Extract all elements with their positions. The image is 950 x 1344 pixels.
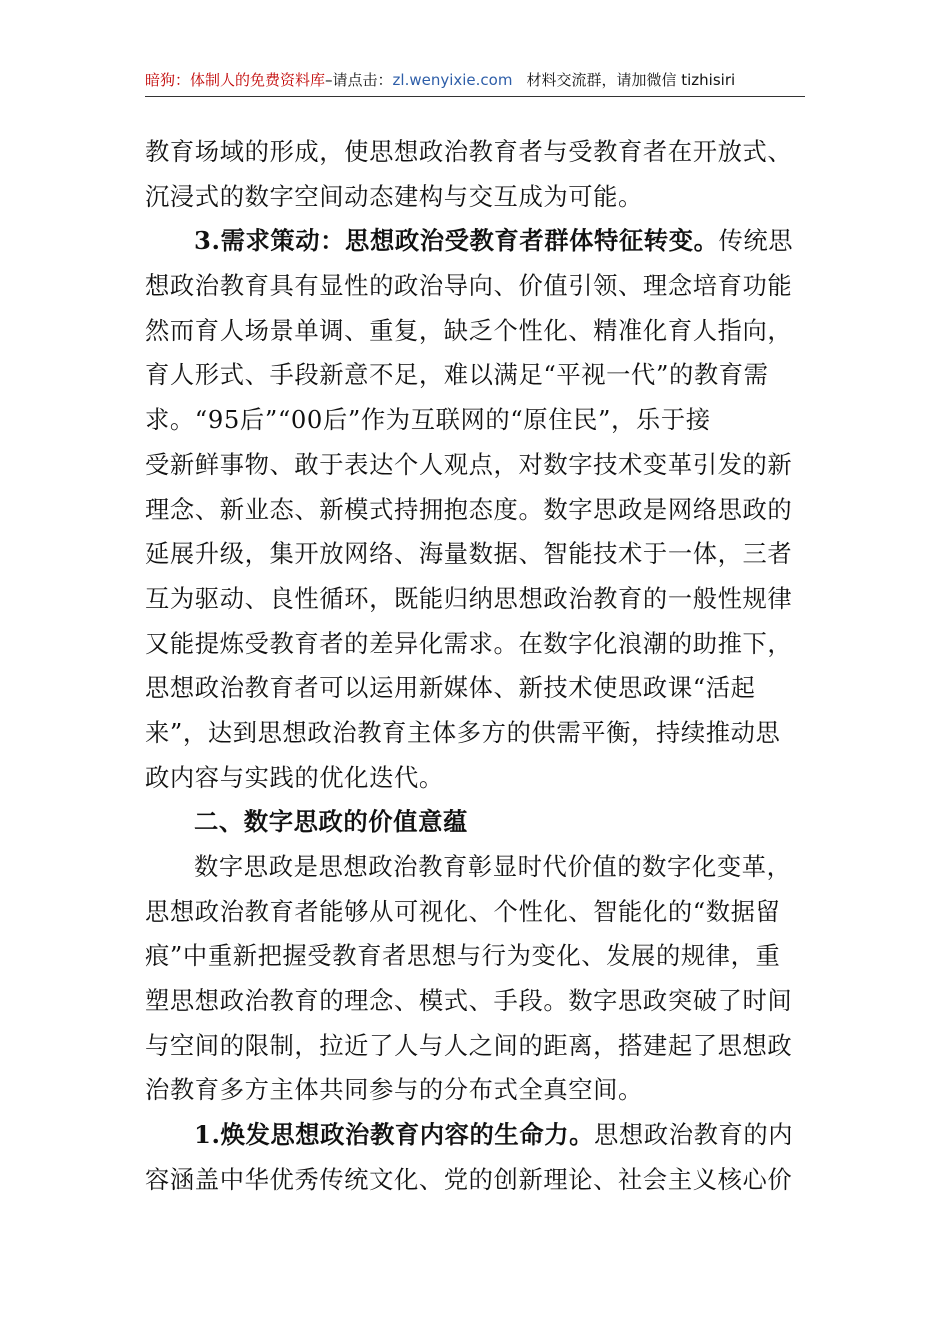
text-line: 延展升级，集开放网络、海量数据、智能技术于一体，三者 — [145, 539, 793, 569]
header-group-text: 材料交流群，请加微信 tizhisiri — [526, 71, 736, 89]
header-url-link[interactable]: zl.wenyixie.com — [392, 71, 513, 89]
text-line: 理念、新业态、新模式持拥抱态度。数字思政是网络思政的 — [145, 494, 793, 524]
text-line: 痕”中重新把握受教育者思想与行为变化、发展的规律，重 — [145, 941, 781, 971]
text-line: 塑思想政治教育的理念、模式、手段。数字思政突破了时间 — [145, 986, 793, 1016]
text-line: 思想政治教育者可以运用新媒体、新技术使思政课“活起 — [145, 673, 756, 703]
page-header — [145, 70, 805, 97]
header-click-prefix: –请点击： — [325, 71, 393, 89]
text-line: 思想政治教育者能够从可视化、个性化、智能化的“数据留 — [145, 896, 781, 926]
text-line: 沉浸式的数字空间动态建构与交互成为可能。 — [145, 181, 643, 211]
text-line: 然而育人场景单调、重复，缺乏个性化、精准化育人指向， — [145, 315, 793, 345]
subsection-title-line — [145, 1113, 810, 1158]
text-line-tail: 思想政治教育的内 — [594, 1120, 794, 1150]
text-line: 育人形式、手段新意不足，难以满足“平视一代”的教育需 — [145, 360, 769, 390]
text-line: 求。“95后”“00后”作为互联网的“原住民”，乐于接 — [145, 405, 711, 435]
text-line: 互为驱动、良性循环，既能归纳思想政治教育的一般性规律 — [145, 583, 793, 613]
text-line: 容涵盖中华优秀传统文化、党的创新理论、社会主义核心价 — [145, 1164, 793, 1194]
section-heading: 二、数字思政的价值意蕴 — [194, 807, 468, 837]
text-line: 想政治教育具有显性的政治导向、价值引领、理念培育功能 — [145, 271, 793, 301]
text-line: 又能提炼受教育者的差异化需求。在数字化浪潮的助推下， — [145, 628, 793, 658]
text-line: 政内容与实践的优化迭代。 — [145, 762, 444, 792]
text-line: 与空间的限制，拉近了人与人之间的距离，搭建起了思想政 — [145, 1030, 793, 1060]
subsection-title: 3.需求策动：思想政治受教育者群体特征转变。 — [194, 226, 719, 256]
subsection-title: 1.焕发思想政治教育内容的生命力。 — [194, 1120, 595, 1150]
paragraph-first-line: 数字思政是思想政治教育彰显时代价值的数字化变革， — [194, 852, 792, 881]
text-line: 教育场域的形成，使思想政治教育者与受教育者在开放式、 — [145, 137, 793, 166]
document-body — [145, 130, 810, 1203]
header-brand: 暗狗：体制人的免费资料库 — [145, 71, 326, 89]
text-line-tail: 传统思 — [718, 226, 794, 256]
text-line: 来”，达到思想政治教育主体多方的供需平衡，持续推动思 — [145, 717, 781, 747]
subsection-title-line — [145, 219, 810, 264]
text-line: 治教育多方主体共同参与的分布式全真空间。 — [145, 1075, 643, 1105]
text-line: 受新鲜事物、敢于表达个人观点，对数字技术变革引发的新 — [145, 449, 793, 479]
